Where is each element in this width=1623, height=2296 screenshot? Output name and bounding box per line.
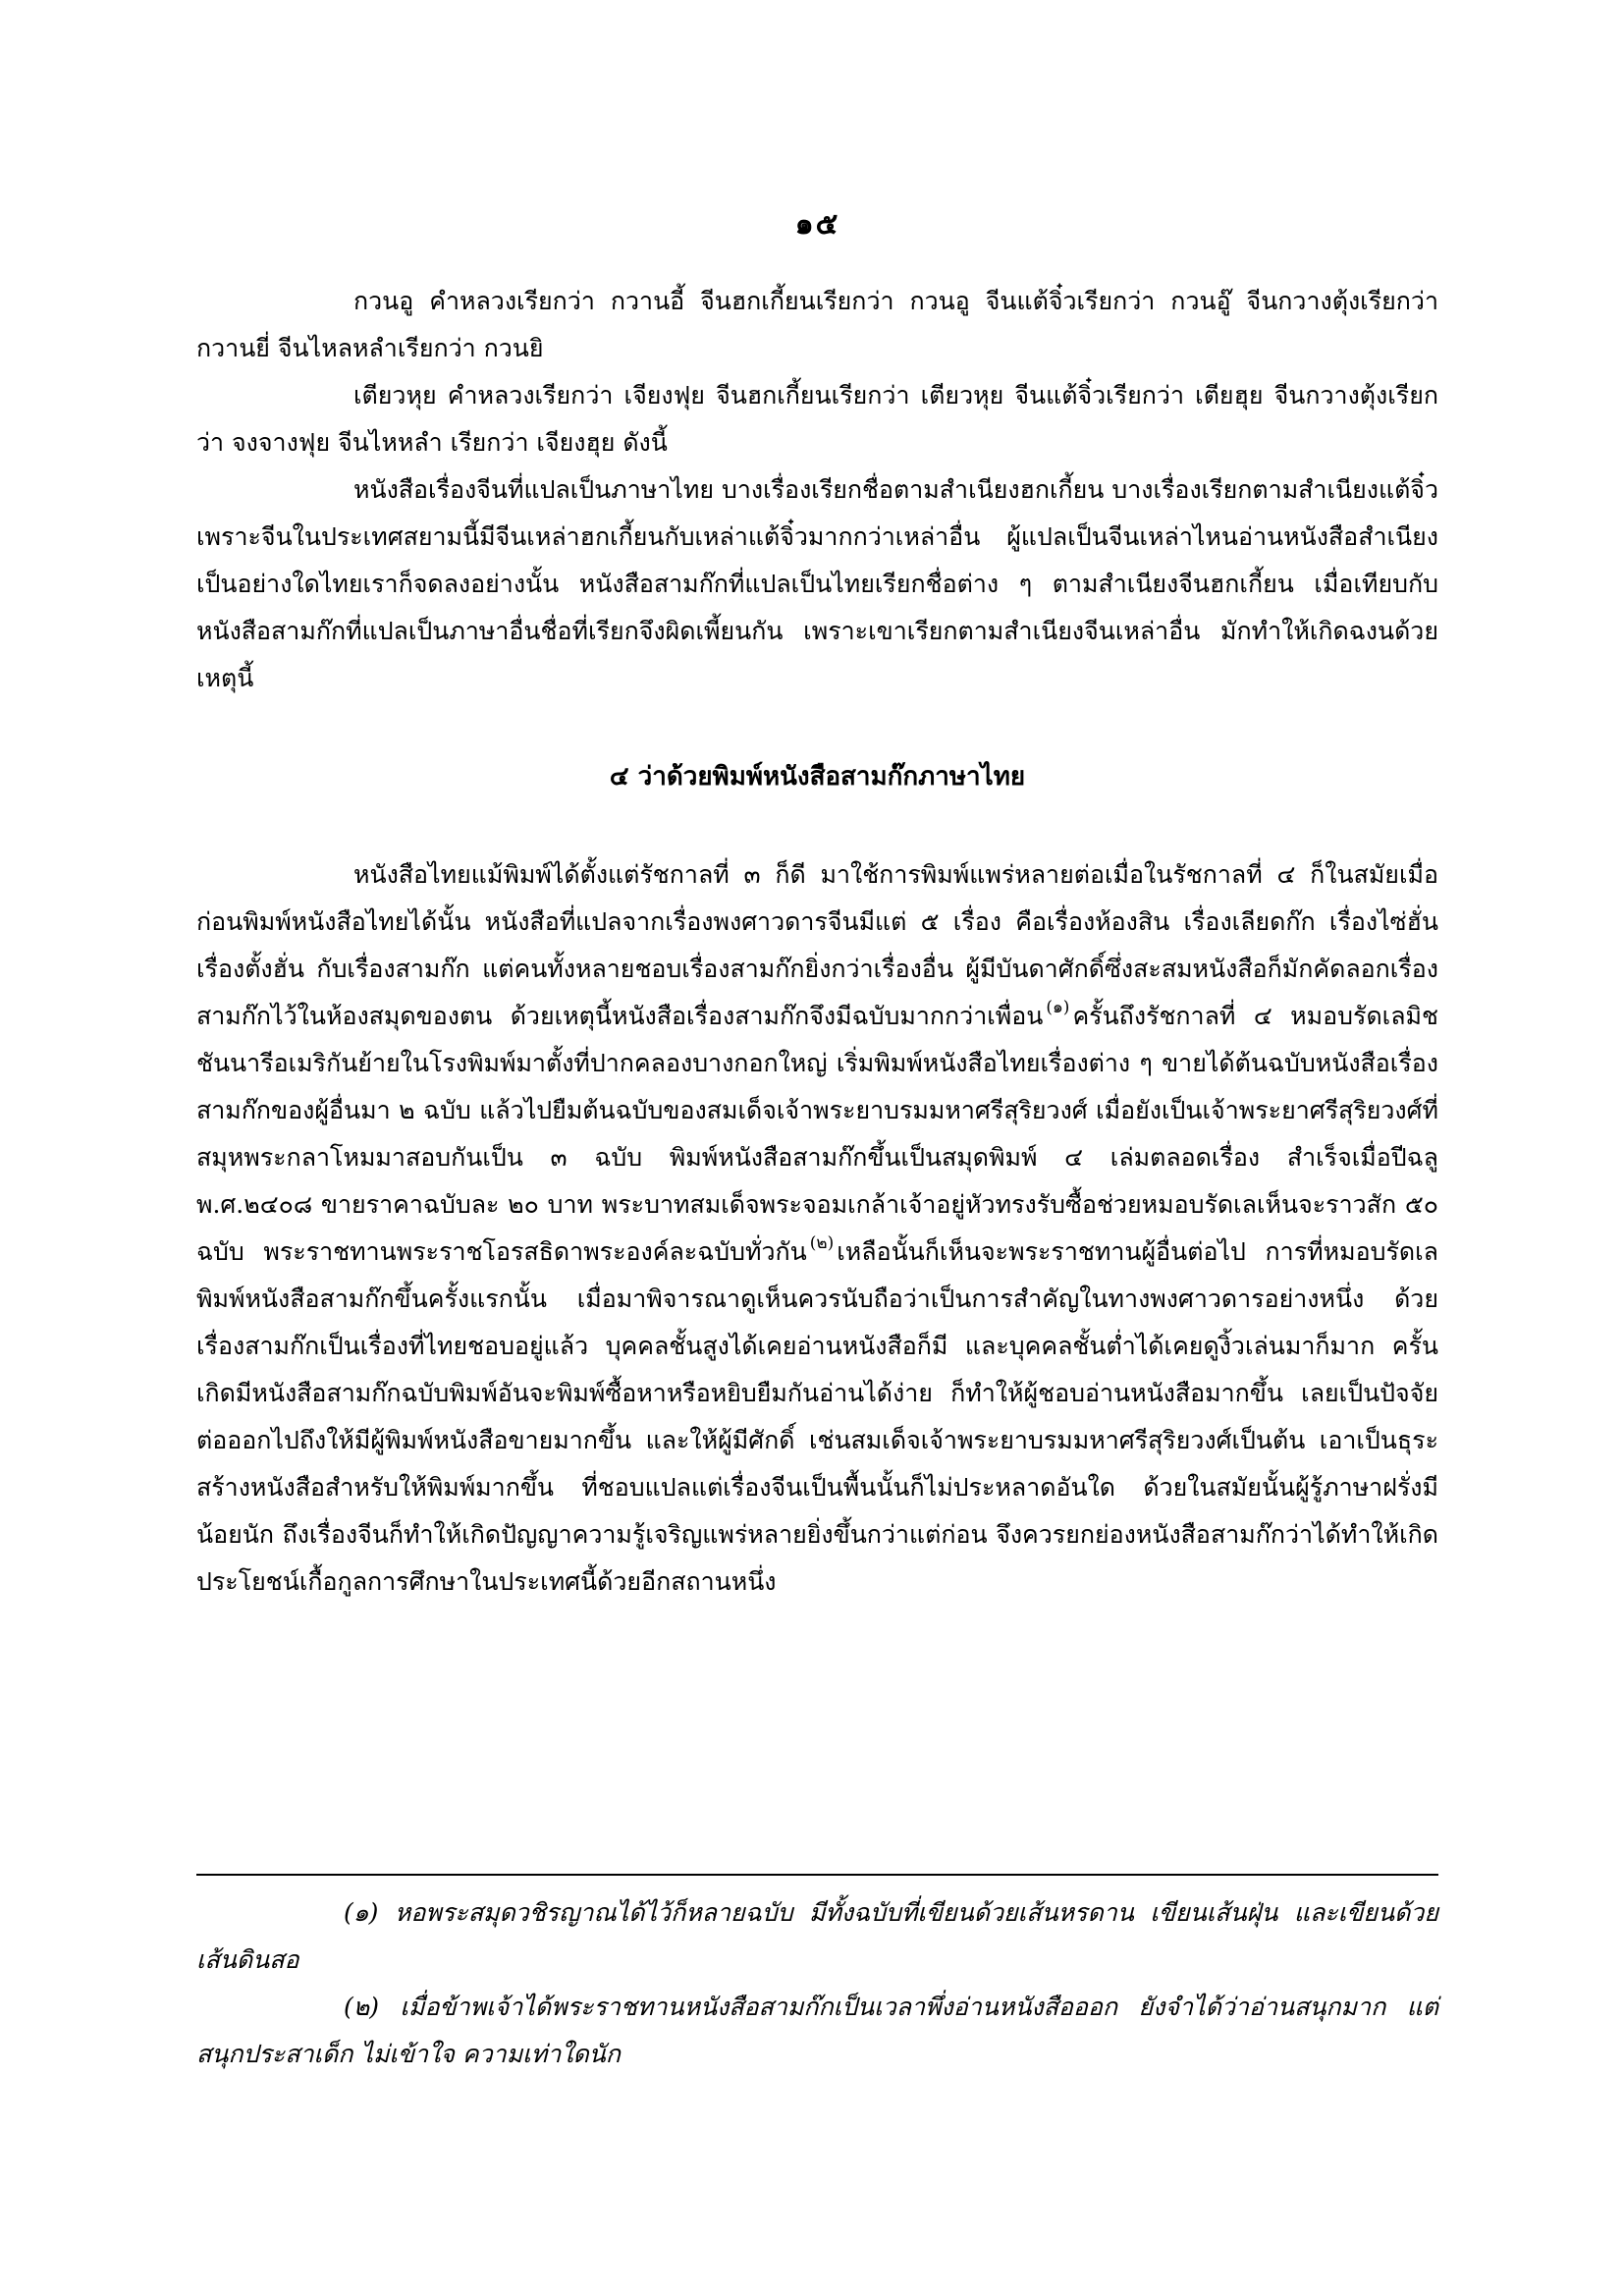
paragraph-part-2: ครั้นถึงรัชกาลที่ ๔ หมอบรัดเลมิชชันนารีอเมริกันย้ายในโรงพิมพ์มาตั้งที่ปากคลองบางกอกใหญ่ เริ่มพิมพ์หนังสือไทยเรื่องต่าง ๆ ขายได้ต้นฉบับหนังสือเรื่องสามก๊กของผู้อื่นมา ๒ ฉบับ แล้วไปยืมต้นฉบับของสมเด็จเจ้าพระยาบรมมหาศรีสุริยวงศ์ เมื่อยังเป็นเจ้าพระยาศรีสุริยวงศ์ที่สมุหพระกลาโหมมาสอบกันเป็น ๓ ฉบับ พิมพ์หนังสือสามก๊กขึ้นเป็นสมุดพิมพ์ ๔ เล่มตลอดเรื่อง สำเร็จเมื่อปีฉลู พ.ศ.๒๔๐๘ ขายราคาฉบับละ ๒๐ บาท พระบาทสมเด็จพระจอมเกล้าเจ้าอยู่หัวทรงรับซื้อช่วยหมอบรัดเลเห็นจะราวสัก ๕๐ ฉบับ พระราชทานพระราชโอรสธิดาพระองค์ละฉบับทั่วกัน bbox=[196, 1002, 1438, 1266]
paragraph-tiao-hui: เตียวหุย คำหลวงเรียกว่า เจียงฟุย จีนฮกเกี้ยนเรียกว่า เตียวหุย จีนแต้จิ๋วเรียกว่า เตียฮุย จีนกวางตุ้งเรียกว่า จงจางฟุย จีนไหหลำ เรียกว่า เจียงฮุย ดังนี้ bbox=[196, 381, 1438, 457]
paragraph-printing-history bbox=[196, 851, 1438, 1606]
footnote-divider bbox=[196, 1874, 1438, 1876]
section-heading: ๔ ว่าด้วยพิมพ์หนังสือสามก๊กภาษาไทย bbox=[609, 762, 1026, 792]
paragraph-part-3: เหลือนั้นก็เห็นจะพระราชทานผู้อื่นต่อไป การที่หมอบรัดเลพิมพ์หนังสือสามก๊กขึ้นครั้งแรกนั้น เมื่อมาพิจารณาดูเห็นควรนับถือว่าเป็นการสำคัญในทางพงศาวดารอย่างหนึ่ง ด้วยเรื่องสามก๊กเป็นเรื่องที่ไทยชอบอยู่แล้ว บุคคลชั้นสูงได้เคยอ่านหนังสือก็มี และบุคคลชั้นต่ำได้เคยดูงิ้วเล่นมาก็มาก ครั้นเกิดมีหนังสือสามก๊กฉบับพิมพ์อันจะพิมพ์ซื้อหาหรือหยิบยืมกันอ่านได้ง่าย ก็ทำให้ผู้ชอบอ่านหนังสือมากขึ้น เลยเป็นปัจจัยต่อออกไปถึงให้มีผู้พิมพ์หนังสือขายมากขึ้น และให้ผู้มีศักดิ์ เช่นสมเด็จเจ้าพระยาบรมมหาศรีสุริยวงศ์เป็นต้น เอาเป็นธุระสร้างหนังสือสำหรับให้พิมพ์มากขึ้น ที่ชอบแปลแต่เรื่องจีนเป็นพื้นนั้นก็ไม่ประหลาดอันใด ด้วยในสมัยนั้นผู้รู้ภาษาฝรั่งมีน้อยนัก ถึงเรื่องจีนก็ทำให้เกิดปัญญาความรู้เจริญแพร่หลายยิ่งขึ้นกว่าแต่ก่อน จึงควรยกย่องหนังสือสามก๊กว่าได้ทำให้เกิดประโยชน์เกื้อกูลการศึกษาในประเทศนี้ด้วยอีกสถานหนึ่ง bbox=[196, 1237, 1439, 1596]
paragraph-dialects: หนังสือเรื่องจีนที่แปลเป็นภาษาไทย บางเรื่องเรียกชื่อตามสำเนียงฮกเกี้ยน บางเรื่องเรียกตามสำเนียงแต้จิ๋ว เพราะจีนในประเทศสยามนี้มีจีนเหล่าฮกเกี้ยนกับเหล่าแต้จิ๋วมากกว่าเหล่าอื่น ผู้แปลเป็นจีนเหล่าไหนอ่านหนังสือสำเนียงเป็นอย่างใดไทยเราก็จดลงอย่างนั้น หนังสือสามก๊กที่แปลเป็นไทยเรียกชื่อต่าง ๆ ตามสำเนียงจีนฮกเกี้ยน เมื่อเทียบกับหนังสือสามก๊กที่แปลเป็นภาษาอื่นชื่อที่เรียกจึงผิดเพี้ยนกัน เพราะเขาเรียกตามสำเนียงจีนเหล่าอื่น มักทำให้เกิดฉงนด้วยเหตุนี้ bbox=[196, 475, 1438, 692]
footnote-1: (๑) หอพระสมุดวชิรญาณได้ไว้ก็หลายฉบับ มีทั้งฉบับที่เขียนด้วยเส้นหรดาน เขียนเส้นฝุ่น และเขียนด้วยเส้นดินสอ bbox=[196, 1898, 1438, 1974]
page-body bbox=[196, 201, 1438, 1606]
paragraph-part-1: หนังสือไทยแม้พิมพ์ได้ตั้งแต่รัชกาลที่ ๓ ก็ดี มาใช้การพิมพ์แพร่หลายต่อเมื่อในรัชกาลที่ ๔ ก็ในสมัยเมื่อก่อนพิมพ์หนังสือไทยได้นั้น หนังสือที่แปลจากเรื่องพงศาวดารจีนมีแต่ ๕ เรื่อง คือเรื่องห้องสิน เรื่องเลียดก๊ก เรื่องไซ่ฮั่น เรื่องตั้งฮั่น กับเรื่องสามก๊ก แต่คนทั้งหลายชอบเรื่องสามก๊กยิ่งกว่าเรื่องอื่น ผู้มีบันดาศักดิ์ซึ่งสะสมหนังสือก็มักคัดลอกเรื่องสามก๊กไว้ในห้องสมุดของตน ด้วยเหตุนี้หนังสือเรื่องสามก๊กจึงมีฉบับมากกว่าเพื่อน bbox=[196, 860, 1438, 1030]
footnote-ref-1: (๑) bbox=[1046, 998, 1070, 1017]
footnote-ref-2: (๒) bbox=[809, 1233, 835, 1253]
footnotes bbox=[196, 1874, 1438, 2078]
page-number: ๑๕ bbox=[794, 207, 840, 242]
paragraph-kuan-u: กวนอู คำหลวงเรียกว่า กวานอี้ จีนฮกเกี้ยนเรียกว่า กวนอู จีนแต้จิ๋วเรียกว่า กวนอู๊ จีนกวางตุ้งเรียกว่า กวานยี่ จีนไหลหลำเรียกว่า กวนยิ bbox=[196, 287, 1438, 362]
footnote-2: (๒) เมื่อข้าพเจ้าได้พระราชทานหนังสือสามก๊กเป็นเวลาพึ่งอ่านหนังสือออก ยังจำได้ว่าอ่านสนุกมาก แต่สนุกประสาเด็ก ไม่เข้าใจ ความเท่าใดนัก bbox=[196, 1993, 1438, 2068]
